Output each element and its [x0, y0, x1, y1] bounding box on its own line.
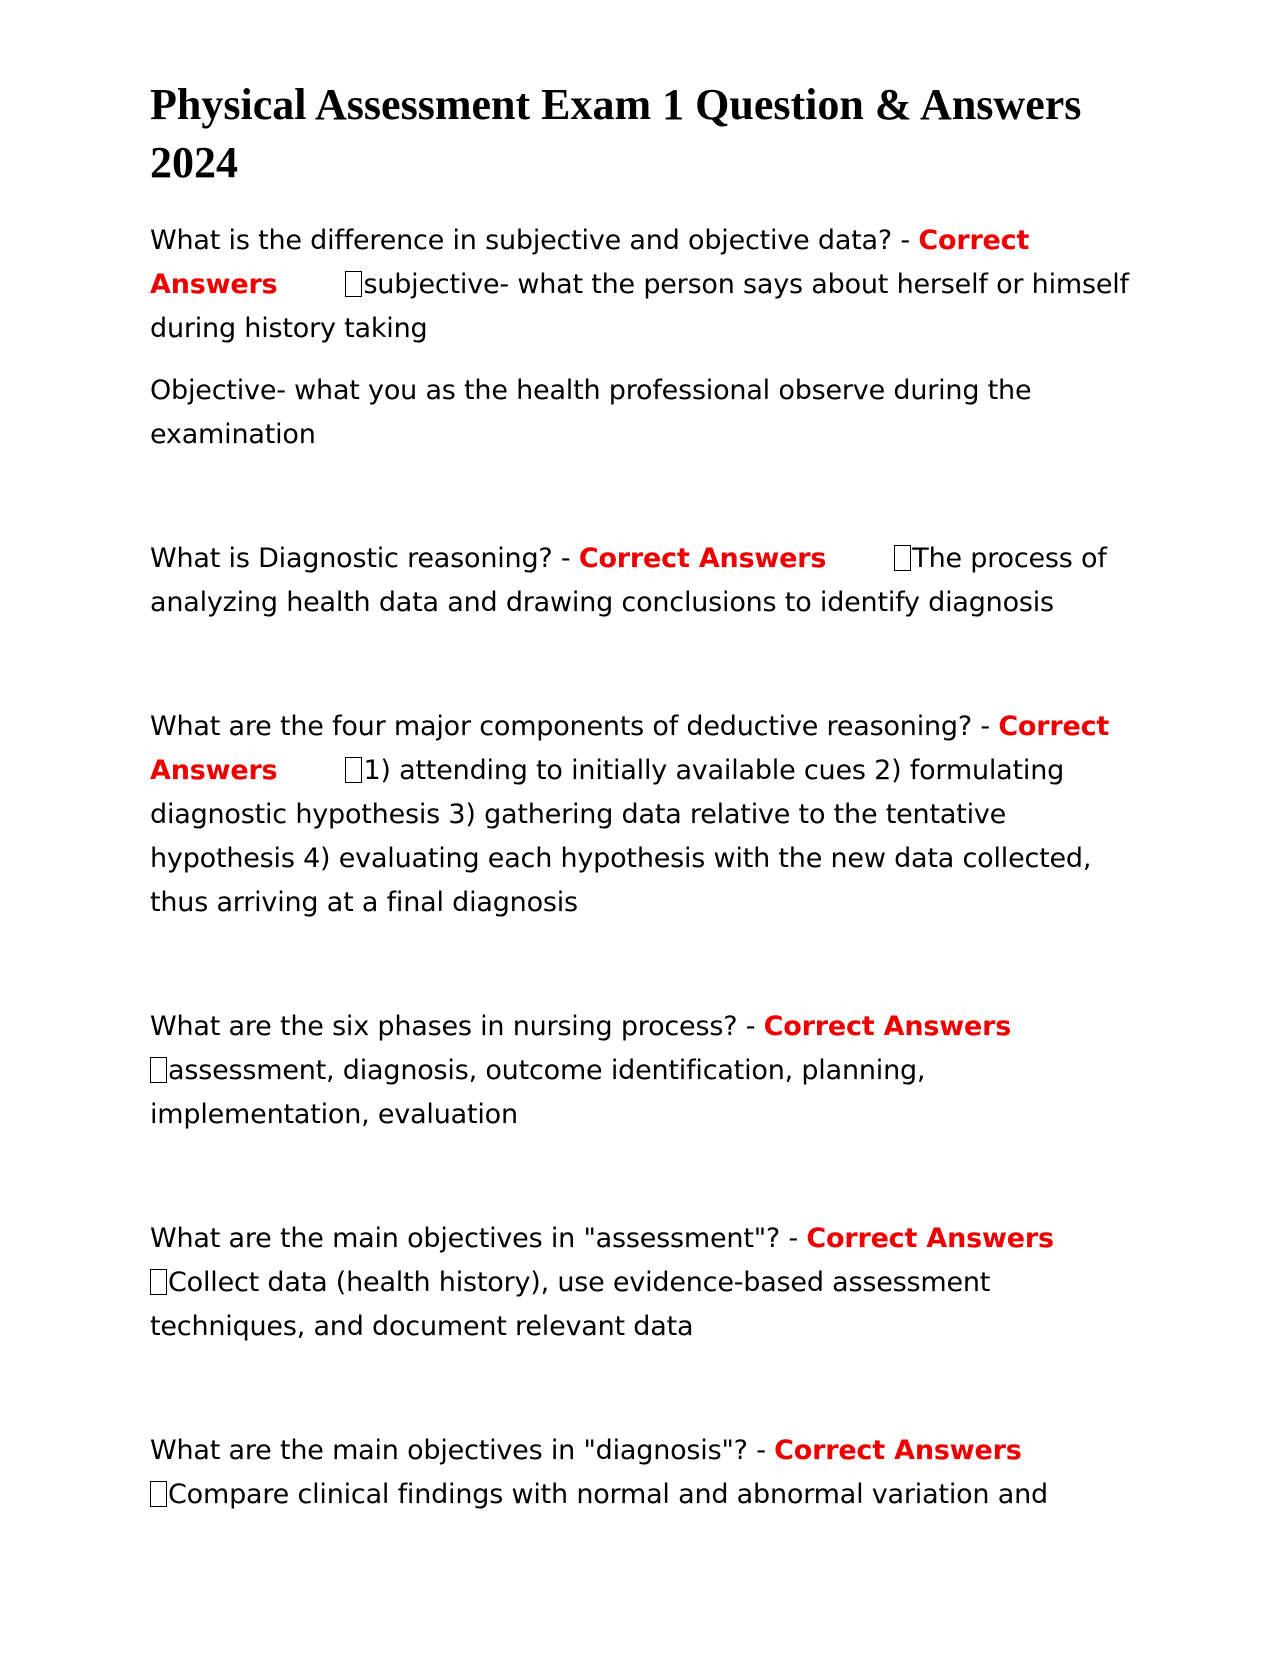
document-content — [150, 76, 1140, 1517]
qa-item — [150, 1005, 1140, 1137]
separator: - — [747, 1435, 775, 1466]
document-title: Physical Assessment Exam 1 Question & Answers 2024 — [150, 80, 1082, 187]
missing-glyph-icon — [150, 1269, 167, 1295]
qa-item — [150, 1217, 1140, 1349]
answer-label: Correct Answers — [578, 543, 827, 574]
missing-glyph-icon — [345, 757, 362, 783]
question-text: What are the four major components of deductive reasoning? — [150, 711, 972, 742]
answer-text: assessment, diagnosis, outcome identification, planning, implementation, evaluation — [150, 1055, 926, 1130]
missing-glyph-icon — [150, 1481, 167, 1507]
question-text: What is the difference in subjective and objective data? — [150, 225, 893, 256]
qa-item — [150, 537, 1140, 625]
qa-item-extra: Objective- what you as the health professional observe during the examination — [150, 375, 1032, 450]
separator: - — [552, 543, 579, 574]
answer-text: Collect data (health history), use evidence-based assessment techniques, and document relevant data — [150, 1267, 991, 1342]
answer-text: The process of analyzing health data and drawing conclusions to identify diagnosis — [150, 543, 1107, 618]
question-text: What are the six phases in nursing process? — [150, 1011, 738, 1042]
answer-label: Correct Answers — [806, 1223, 1054, 1254]
missing-glyph-icon — [150, 1057, 167, 1083]
missing-glyph-icon — [345, 271, 362, 297]
answer-label: Correct Answers — [150, 711, 1110, 786]
answer-text: subjective- what the person says about herself or himself during history taking — [150, 269, 1129, 344]
answer-label: Correct Answers — [774, 1435, 1022, 1466]
separator: - — [780, 1223, 807, 1254]
qa-item — [150, 219, 1140, 351]
question-text: What is Diagnostic reasoning? — [150, 543, 553, 574]
question-text: What are the main objectives in "assessment"? — [150, 1223, 781, 1254]
question-text: What are the main objectives in "diagnosis"? — [150, 1435, 748, 1466]
qa-item — [150, 1429, 1140, 1517]
qa-item — [150, 705, 1140, 925]
answer-label: Correct Answers — [763, 1011, 1012, 1042]
answer-text: 1) attending to initially available cues 2) formulating diagnostic hypothesis 3) gathering data relative to the tentative hypothesis 4) evaluating each hypothesis with the new data collected, thus arriving at a final diagnosis — [150, 755, 1092, 918]
separator: - — [892, 225, 919, 256]
answer-text: Compare clinical findings with normal and abnormal variation and — [168, 1479, 1048, 1510]
missing-glyph-icon — [894, 545, 911, 571]
separator: - — [737, 1011, 764, 1042]
answer-label: Correct Answers — [150, 225, 1030, 300]
separator: - — [972, 711, 999, 742]
